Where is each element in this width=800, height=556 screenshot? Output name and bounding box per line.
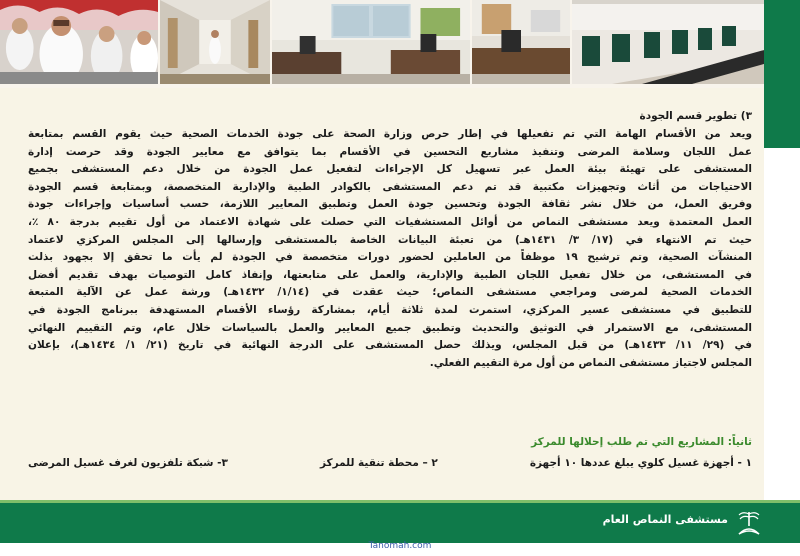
photo-strip	[0, 0, 800, 88]
paragraph-line: حيث تم الانتهاء في (١٧/ ٣/ ١٤٣١هـ) من تعبئة البيانات الخاصة بالمستشفى وإرسالها إلى المجلس المركزي لاعتماد	[28, 233, 753, 246]
paragraph-line: الخدمات الصحية لمرضى ومراجعي مستشفى النماص؛ حيث عقدت في (١/١٤/ ١٤٣٢هـ) ورشة عمل عن الآلية المتبعة	[28, 286, 752, 299]
paragraph-line: المستشفى على تهيئة بيئة العمل عبر تسهيل كل الإجراءات لتفعيل عمل الجودة من خلال دعم المستشفى بجميع	[28, 163, 752, 176]
hospital-name: مستشفى النماص العام	[602, 513, 728, 526]
paragraph-line: العمل المعتمدة ويعد مستشفى النماص من أوائل المستشفيات التي حصلت على شهادة الاعتماد من أول تقييم بدرجة ٨٠ ٪،	[28, 215, 753, 228]
paragraph-line: المستشفى، مع الاستمرار في التوثيق والتحديث وتطبيق جميع المعايير والعمل بالسياسات خلال عام، وتم التقييم النهائي	[28, 321, 752, 334]
projects-list	[28, 457, 752, 469]
quality-section	[28, 108, 752, 372]
project-item: ٢ – محطة تنقية للمركز	[319, 457, 438, 469]
green-accent-bar	[764, 0, 800, 148]
paragraph-line: للتطبيق في مستشفى عسير المركزي، استمرت لمدة ثلاثة أيام، بمشاركة رؤساء الأقسام المستهدفة ببرنامج الجودة في	[28, 303, 752, 316]
paragraph-line: الاحتياجات من أثاث وتجهيزات مكتبية قد تم دعم المستشفى بالكوادر الطبية والإدارية المتخصصة، وبمتابعة قسم الجودة	[28, 180, 752, 193]
office-photo	[272, 0, 472, 84]
section-title: ٣) تطوير قسم الجودة	[639, 110, 752, 122]
paragraph-line: في المستشفى، من خلال تفعيل اللجان الطبية والإدارية، والعمل على متابعتها، وإنفاذ كامل التوصيات بهدف تقديم أفضل	[28, 268, 752, 281]
desk-photo	[472, 0, 572, 84]
project-item: ١ - أجهزة غسيل كلوي يبلغ عددها ١٠ أجهزة	[529, 457, 752, 469]
ministry-palm-swords-icon	[734, 508, 764, 538]
paragraph-line: المجلس لاجتياز مستشفى النماص من أول مرة التقييم الفعلي.	[429, 356, 752, 369]
paragraph-line: في (٢٩/ ١١/ ١٤٣٣هـ) من قبل المجلس، ويذلك حصل المستشفى على الدرجة النهائية في تاريخ (٢١/ ١/ ١٤٣٤هـ)، بإعلان	[28, 339, 753, 352]
paragraph-line: عمل اللجان وسلامة المرضى وتنفيذ مشاريع التحسين في الأقسام بما يتوافق مع معايير الجودة وقد حرصت إدارة	[28, 145, 752, 158]
paragraph-line: المنشآت الصحية، وتم ترشيح ١٩ موظفاً من العاملين لحضور دورات متخصصة في الجودة لم يأت ما تحقق إلا بجهود بذلت	[28, 251, 752, 264]
project-item: ٣- شبكة تلفزيون لغرف غسيل المرضى	[28, 457, 228, 469]
projects-heading: ثانياً: المشاريع التي تم طلب إحلالها للمركز	[531, 436, 752, 448]
paragraph-line: ويعد من الأقسام الهامة التي تم تفعيلها في إطار حرص وزارة الصحة على جودة الخدمات الصحية حيث يقوم القسم بمتابعة	[28, 128, 752, 140]
section-paragraph	[28, 126, 752, 372]
conference-photo	[0, 0, 160, 84]
corridor-photo	[160, 0, 272, 84]
paragraph-line: وفريق العمل، من خلال نشر ثقافة الجودة وتحسين جودة العمل وتطبيق المعايير اللازمة، حسب أساسيات وإجراءات جودة	[28, 198, 752, 211]
site-watermark: Tanomah.com	[368, 541, 432, 551]
